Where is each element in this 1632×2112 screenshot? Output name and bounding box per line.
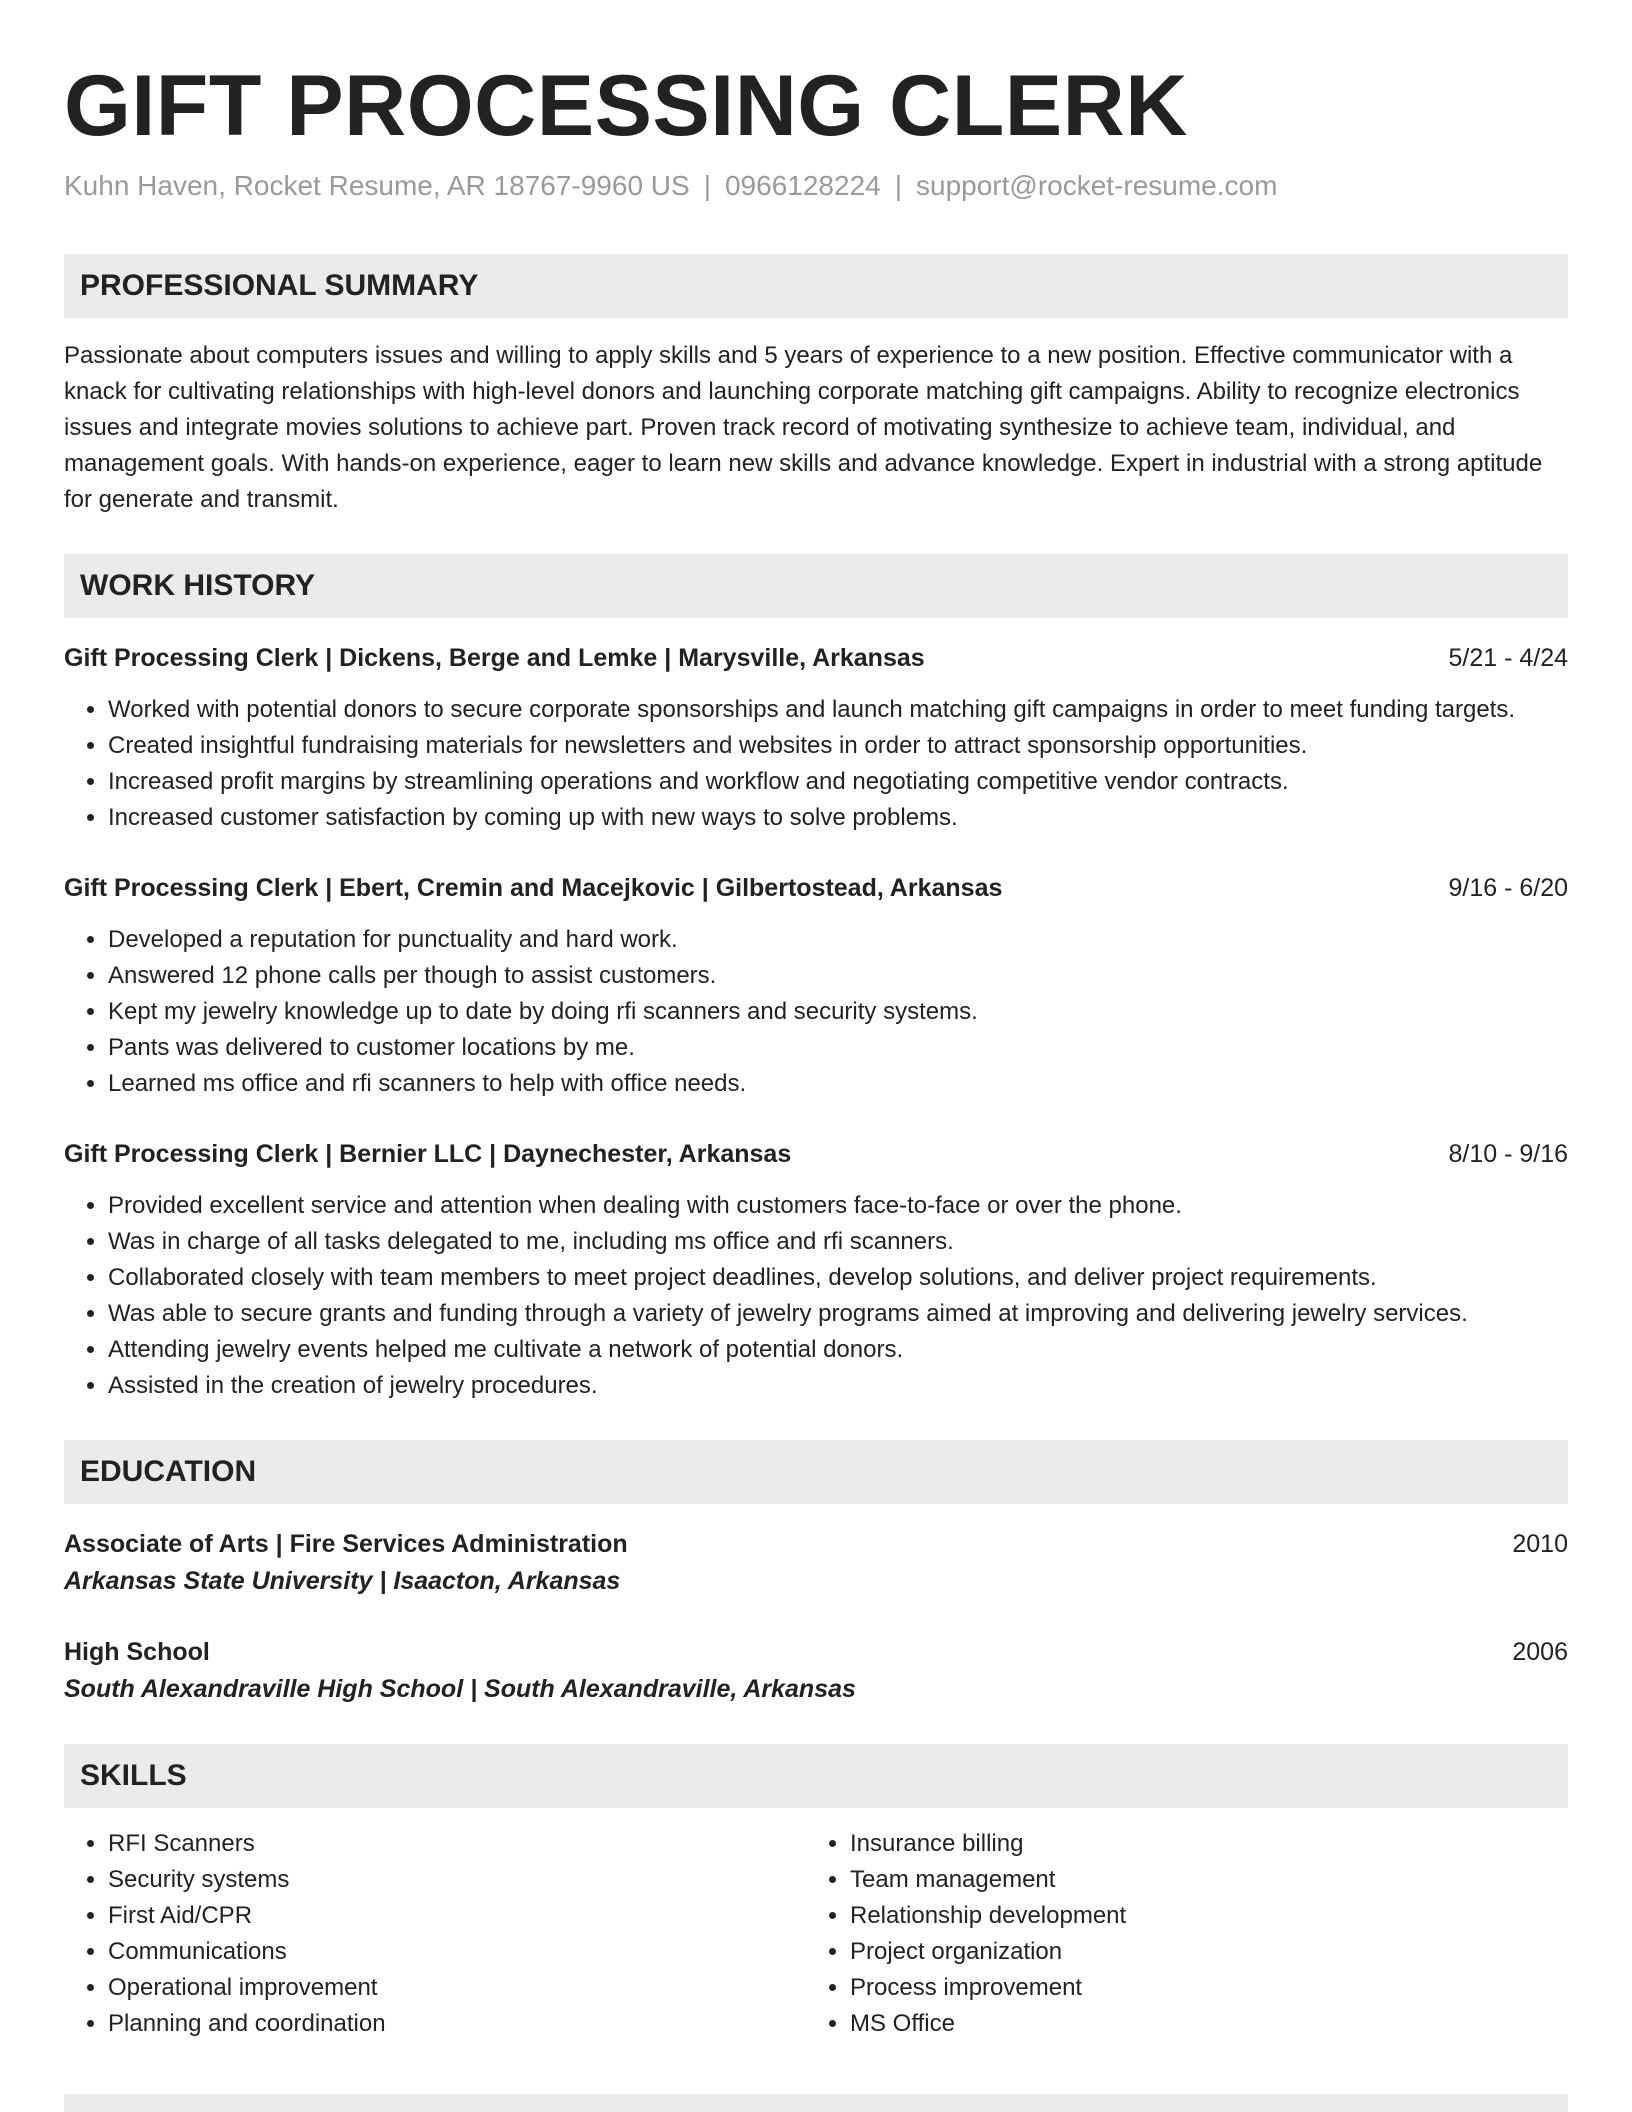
education-school: Arkansas State University | Isaacton, Arkansas — [64, 1567, 621, 1595]
education-header — [64, 1634, 1568, 1670]
skill-item: • Process improvement — [850, 1970, 1548, 2006]
job-bullet: • Was able to secure grants and funding through a variety of jewelry programs aimed at improving and delivering jewelry services. — [108, 1296, 1568, 1332]
education-header — [64, 1526, 1568, 1562]
next-section-heading-bar — [64, 2094, 1568, 2112]
job-bullet: • Pants was delivered to customer locations by me. — [108, 1030, 1568, 1066]
education-degree: Associate of Arts | Fire Services Administration — [64, 1530, 628, 1558]
contact-separator: | — [894, 170, 902, 201]
professional-summary-section — [64, 254, 1568, 518]
skill-item: • Communications — [108, 1934, 806, 1970]
section-heading-work: WORK HISTORY — [64, 554, 1568, 618]
skills-section — [64, 1744, 1568, 2042]
job-bullets — [64, 1188, 1568, 1404]
job-title: Gift Processing Clerk | Ebert, Cremin and Macejkovic | Gilbertostead, Arkansas — [64, 874, 1003, 902]
job-header — [64, 1136, 1568, 1172]
work-history-section — [64, 554, 1568, 1404]
job-bullet: • Assisted in the creation of jewelry procedures. — [108, 1368, 1568, 1404]
job-header — [64, 640, 1568, 676]
education-entry — [64, 1526, 1568, 1600]
summary-text: Passionate about computers issues and willing to apply skills and 5 years of experience to a new position. Effective communicator with a knack for cultivating relationships with high-level donors and launching corporate matching gift campaigns. Ability to recognize electronics issues and integrate movies solutions to achieve part. Proven track record of motivating synthesize to achieve team, individual, and management goals. With hands-on experience, eager to learn new skills and advance knowledge. Expert in industrial with a strong aptitude for generate and transmit. — [64, 342, 1543, 513]
skill-item: • Team management — [850, 1862, 1548, 1898]
skills-column-right — [806, 1826, 1548, 2042]
skill-item: • Project organization — [850, 1934, 1548, 1970]
contact-line — [64, 168, 1568, 204]
skill-item: • Insurance billing — [850, 1826, 1548, 1862]
education-section — [64, 1440, 1568, 1708]
education-year: 2010 — [1512, 1530, 1568, 1558]
job-entry — [64, 1136, 1568, 1404]
skill-item: • Security systems — [108, 1862, 806, 1898]
education-entry — [64, 1634, 1568, 1708]
skill-item: • RFI Scanners — [108, 1826, 806, 1862]
job-bullet: • Developed a reputation for punctuality and hard work. — [108, 922, 1568, 958]
contact-address: Kuhn Haven, Rocket Resume, AR 18767-9960 US — [64, 170, 690, 201]
skill-item: • First Aid/CPR — [108, 1898, 806, 1934]
job-dates: 8/10 - 9/16 — [1448, 1140, 1568, 1168]
contact-separator: | — [703, 170, 711, 201]
education-school: South Alexandraville High School | South Alexandraville, Arkansas — [64, 1675, 856, 1703]
job-title: Gift Processing Clerk | Dickens, Berge and Lemke | Marysville, Arkansas — [64, 644, 925, 672]
job-bullet: • Attending jewelry events helped me cultivate a network of potential donors. — [108, 1332, 1568, 1368]
skill-item: • Operational improvement — [108, 1970, 806, 2006]
job-bullets — [64, 922, 1568, 1102]
section-heading-skills: SKILLS — [64, 1744, 1568, 1808]
education-year: 2006 — [1512, 1638, 1568, 1666]
job-entry — [64, 870, 1568, 1102]
section-heading-education: EDUCATION — [64, 1440, 1568, 1504]
job-bullet: • Increased profit margins by streamlining operations and workflow and negotiating competitive vendor contracts. — [108, 764, 1568, 800]
skill-item: • Relationship development — [850, 1898, 1548, 1934]
job-bullets — [64, 692, 1568, 836]
section-heading-summary: PROFESSIONAL SUMMARY — [64, 254, 1568, 318]
job-header — [64, 870, 1568, 906]
resume-page — [64, 58, 1568, 2042]
candidate-title: GIFT PROCESSING CLERK — [64, 58, 1188, 154]
skill-item: • MS Office — [850, 2006, 1548, 2042]
job-bullet: • Worked with potential donors to secure corporate sponsorships and launch matching gift campaigns in order to meet funding targets. — [108, 692, 1568, 728]
education-degree: High School — [64, 1638, 210, 1666]
skill-item: • Planning and coordination — [108, 2006, 806, 2042]
contact-phone: 0966128224 — [724, 170, 881, 201]
job-bullet: • Was in charge of all tasks delegated to me, including ms office and rfi scanners. — [108, 1224, 1568, 1260]
job-bullet: • Collaborated closely with team members to meet project deadlines, develop solutions, and deliver project requirements. — [108, 1260, 1568, 1296]
skills-column-left — [64, 1826, 806, 2042]
job-bullet: • Increased customer satisfaction by coming up with new ways to solve problems. — [108, 800, 1568, 836]
job-bullet: • Learned ms office and rfi scanners to help with office needs. — [108, 1066, 1568, 1102]
contact-email[interactable]: support@rocket-resume.com — [916, 170, 1278, 201]
job-bullet: • Created insightful fundraising materials for newsletters and websites in order to attract sponsorship opportunities. — [108, 728, 1568, 764]
job-title: Gift Processing Clerk | Bernier LLC | Daynechester, Arkansas — [64, 1140, 792, 1168]
job-entry — [64, 640, 1568, 836]
job-bullet: • Provided excellent service and attention when dealing with customers face-to-face or over the phone. — [108, 1188, 1568, 1224]
job-bullet: • Answered 12 phone calls per though to assist customers. — [108, 958, 1568, 994]
job-bullet: • Kept my jewelry knowledge up to date by doing rfi scanners and security systems. — [108, 994, 1568, 1030]
job-dates: 5/21 - 4/24 — [1448, 644, 1568, 672]
job-dates: 9/16 - 6/20 — [1448, 874, 1568, 902]
skills-grid — [64, 1826, 1568, 2042]
